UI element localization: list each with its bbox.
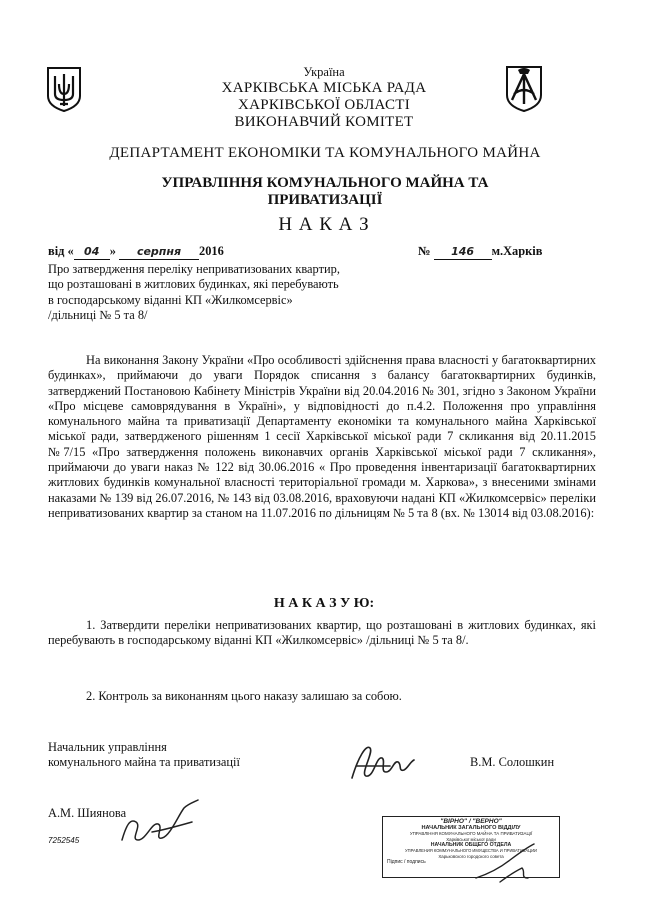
order-number: № 146 м.Харків: [418, 244, 542, 260]
kharkiv-city-emblem: [504, 64, 544, 112]
country-name: Україна: [303, 65, 345, 79]
certification-stamp: "ВІРНО" / "ВЕРНО" НАЧАЛЬНИК ЗАГАЛЬНОГО ВІДДІЛУ УПРАВЛІННЯ КОМУНАЛЬНОГО МАЙНА ТА ПРИВАТИЗАЦІЇ Харківської міської ради НАЧАЛЬНИК ОБЩЕГО ОТДЕЛА УПРАВЛЕНИЯ КОММУНАЛЬНОГО ИМУЩЕСТВА И ПРИВАТИЗАЦИИ Харьковского городского совета Підпис / подпись: [382, 816, 560, 878]
preamble-paragraph: На виконання Закону України «Про особливості здійснення права власності у багатоквартирних будинках», приймаючи до уваги Порядок списання з балансу багатоквартирних будинків, затверджений Постановою Кабінету Міністрів України від 20.04.2016 № 301, згідно з Законом України «Про місцеве самоврядування в Україні», у відповідності до п.4.2. Положення про управління комунального майна та приватизації Департаменту економіки та комунального майна Харківської міської ради, затвердженого рішенням 1 сесії Харківської міської ради 7 скликання від 20.11.2015 №7/15 «Про затвердження положень виконавчих органів Харківської міської ради 7 скликання», приймаючи до уваги наказ № 122 від 30.06.2016 « Про проведення інвентаризації багатоквартирних житлових будинків комунальної власності територіальної громади м. Харкова», з внесеними змінами наказами № 139 від 26.07.2016, № 143 від 03.08.2016, враховуючи надані КП «Жилкомсервіс» переліки неприватизованих квартир за станом на 11.07.2016 по дільницям № 5 та 8 (вх. № 13014 від 03.08.2016):: [48, 353, 596, 520]
handwritten-signature: [346, 738, 418, 788]
order-heading: Н А К А З У Ю:: [273, 596, 375, 611]
city: м.Харків: [491, 244, 543, 258]
date-day: 04: [74, 244, 110, 260]
stamp-signature: [470, 838, 540, 886]
order-date: від « 04 » серпня 2016: [48, 244, 224, 260]
number-value: 146: [434, 244, 492, 260]
council-region: ХАРКІВСЬКОЇ ОБЛАСТІ: [237, 97, 411, 113]
directorate-name-cont: ПРИВАТИЗАЦІЇ: [267, 192, 383, 208]
executor-name: А.М. Шиянова: [48, 806, 127, 820]
date-month: серпня: [119, 244, 199, 260]
directorate-name: УПРАВЛІННЯ КОМУНАЛЬНОГО МАЙНА ТА: [161, 175, 489, 191]
signatory-position: Начальник управління комунального майна та приватизації: [48, 740, 240, 770]
signatory-name: В.М. Солошкин: [470, 755, 555, 769]
department-name: ДЕПАРТАМЕНТ ЕКОНОМІКИ ТА КОМУНАЛЬНОГО МАЙНА: [109, 145, 541, 161]
order-item-1: 1. Затвердити переліки неприватизованих квартир, що розташовані в житлових будинках, які перебувають в господарському віданні КП «Жилкомсервіс» /дільниці № 5 та 8/.: [48, 618, 596, 648]
executor-signature: [112, 796, 204, 850]
document-type: Н А К А З: [278, 214, 370, 235]
executive-committee: ВИКОНАВЧИЙ КОМІТЕТ: [234, 114, 414, 130]
order-item-2: 2. Контроль за виконанням цього наказу залишаю за собою.: [86, 689, 402, 703]
executor-phone: 7252545: [48, 836, 80, 845]
council-name: ХАРКІВСЬКА МІСЬКА РАДА: [221, 80, 427, 96]
date-year: 2016: [199, 244, 224, 258]
order-subject: Про затвердження переліку неприватизованих квартир, що розташовані в житлових будинках, які перебувають в господарському віданні КП «Жилкомсервіс» /дільниці № 5 та 8/: [48, 262, 340, 322]
ukraine-trident-emblem: [46, 66, 82, 112]
